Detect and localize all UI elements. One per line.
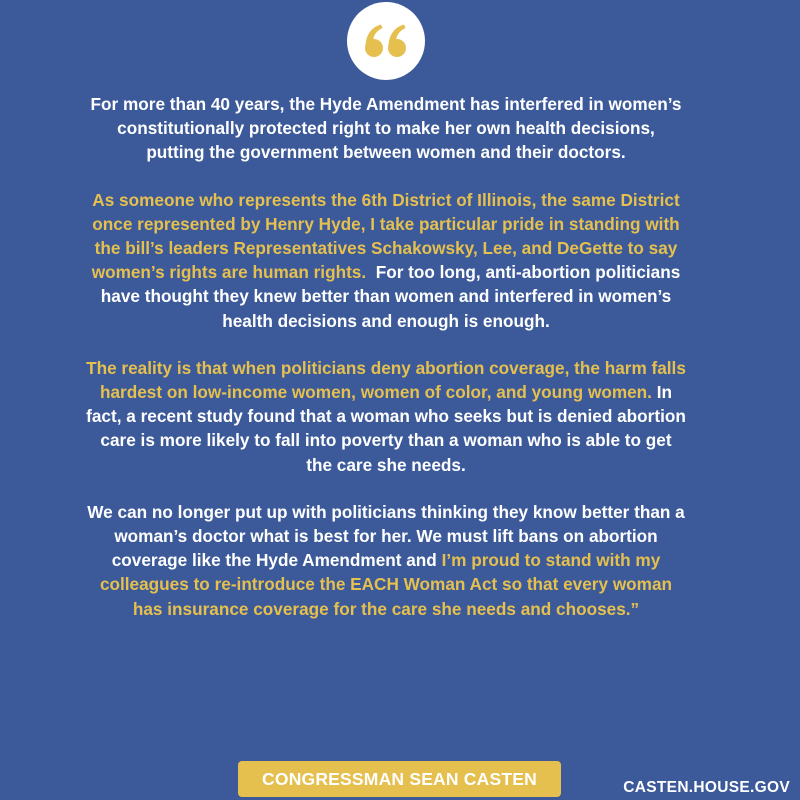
quote-paragraph-4-text: We can no longer put up with politicians thinking they know better than a woman’s doctor what is best for her. We must lift bans on abortion coverage like the Hyde Amendment and: [87, 501, 685, 571]
quote-paragraph-2: [86, 188, 686, 333]
quote-paragraph-1: [86, 92, 686, 165]
quote-badge: [347, 2, 425, 80]
quote-paragraph-4: [86, 500, 686, 621]
quote-paragraph-3-text: In fact, a recent study found that a woman who seeks but is denied abortion care is more likely to fall into poverty than a woman who is able to get the care she needs.: [86, 382, 686, 475]
quote-paragraph-1-text: For more than 40 years, the Hyde Amendment has interfered in women’s constitutionally protected right to make her own health decisions, putting the government between women and their doctors.: [90, 94, 682, 163]
website-url: CASTEN.HOUSE.GOV: [623, 779, 790, 796]
quote-paragraph-3-highlight: The reality is that when politicians deny abortion coverage, the harm falls hardest on low-income women, women of color, and young women.: [86, 357, 686, 403]
speaker-name: CONGRESSMAN SEAN CASTEN: [262, 768, 537, 789]
quote-paragraph-2-highlight: As someone who represents the 6th District of Illinois, the same District once represented by Henry Hyde, I take particular pride in standing with the bill’s leaders Representatives Schakowsky, Lee, and DeGette to say women’s rights are human rights.: [91, 189, 680, 283]
speaker-name-badge: [238, 761, 561, 797]
quote-paragraph-3: [86, 356, 686, 477]
quote-paragraph-4-highlight: I’m proud to stand with my colleagues to re-introduce the EACH Woman Act so that every woman has insurance coverage for the care she needs and chooses.”: [99, 550, 673, 619]
quote-text: [86, 92, 686, 644]
quote-marks-icon: [364, 24, 408, 58]
quote-paragraph-2-text: For too long, anti-abortion politicians have thought they knew better than women and interfered in women’s health decisions and enough is enough.: [100, 262, 681, 331]
